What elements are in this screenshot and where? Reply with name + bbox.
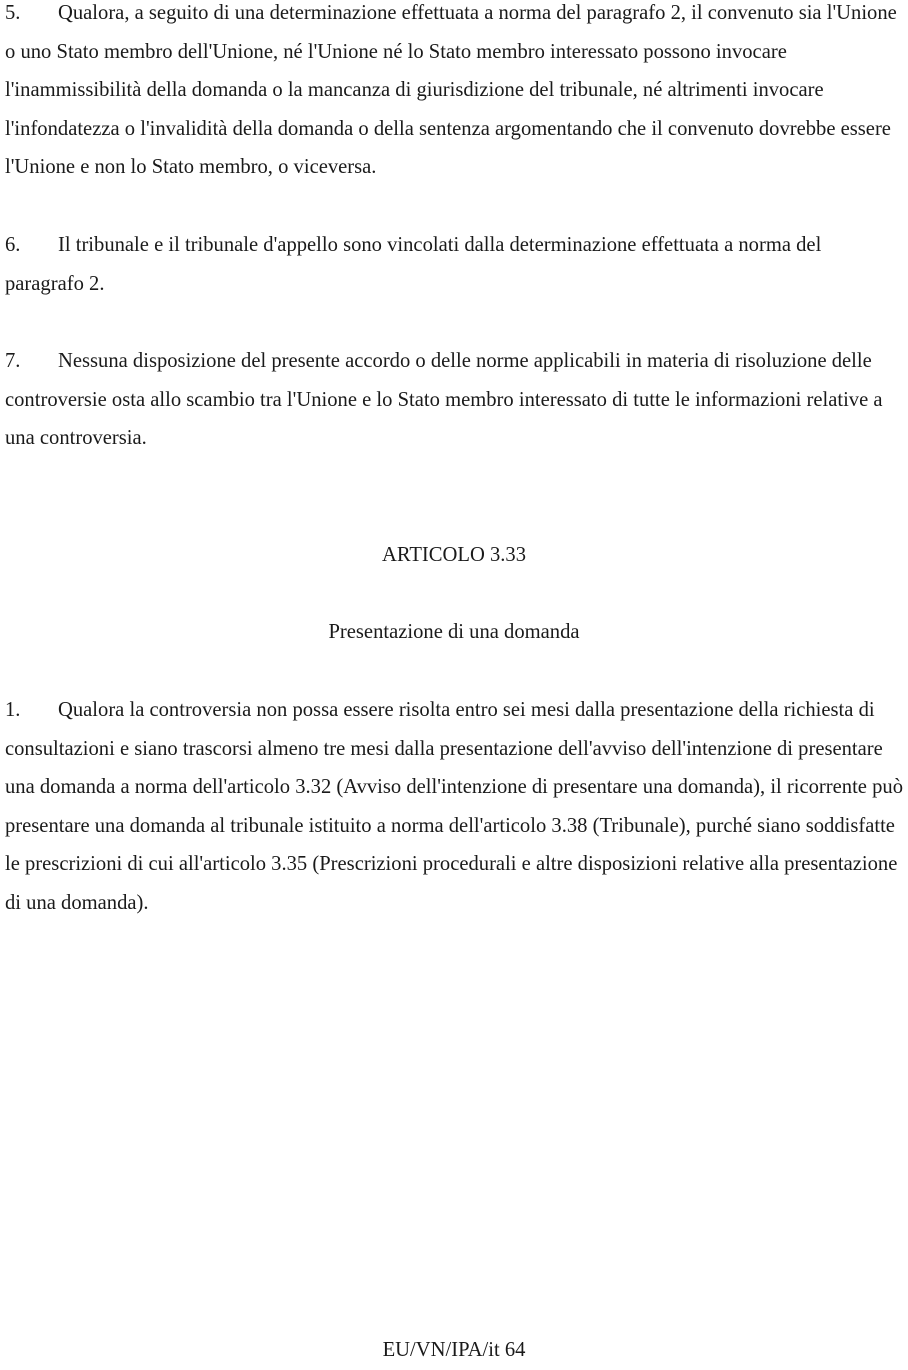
paragraph-text: Qualora, a seguito di una determinazione effettuata a norma del paragrafo 2, il convenuto sia l'Unione o uno Stato membro dell'Unione, né l'Unione né lo Stato membro interessato possono invocare l'inammissibilità della domanda o la mancanza di giurisdizione del tribunale, né altrimenti invocare l'infondatezza o l'invalidità della domanda o della sentenza argomentando che il convenuto dovrebbe essere l'Unione e non lo Stato membro, o viceversa.: [5, 2, 897, 179]
article-subtitle: Presentazione di una domanda: [328, 621, 580, 643]
paragraph-number: 6.: [5, 234, 21, 256]
paragraph-number: 5.: [5, 2, 21, 24]
paragraph-text: Il tribunale e il tribunale d'appello sono vincolati dalla determinazione effettuata a norma del paragrafo 2.: [5, 234, 822, 295]
paragraph-number: 7.: [5, 350, 21, 372]
paragraph-number: 1.: [5, 699, 21, 721]
article-heading: ARTICOLO 3.33: [381, 544, 527, 566]
paragraph-7: [5, 342, 905, 458]
paragraph-1: [5, 691, 905, 923]
paragraph-5: [5, 0, 905, 187]
page-footer: EU/VN/IPA/it 64: [382, 1339, 526, 1361]
paragraph-text: Nessuna disposizione del presente accordo o delle norme applicabili in materia di risoluzione delle controversie osta allo scambio tra l'Unione e lo Stato membro interessato di tutte le informazioni relative a una controversia.: [5, 350, 883, 450]
paragraph-text: Qualora la controversia non possa essere risolta entro sei mesi dalla presentazione della richiesta di consultazioni e siano trascorsi almeno tre mesi dalla presentazione dell'avviso dell'intenzione di presentare una domanda a norma dell'articolo 3.32 (Avviso dell'intenzione di presentare una domanda), il ricorrente può presentare una domanda al tribunale istituito a norma dell'articolo 3.38 (Tribunale), purché siano soddisfatte le prescrizioni di cui all'articolo 3.35 (Prescrizioni procedurali e altre disposizioni relative alla presentazione di una domanda).: [5, 699, 903, 914]
paragraph-6: [5, 226, 905, 303]
